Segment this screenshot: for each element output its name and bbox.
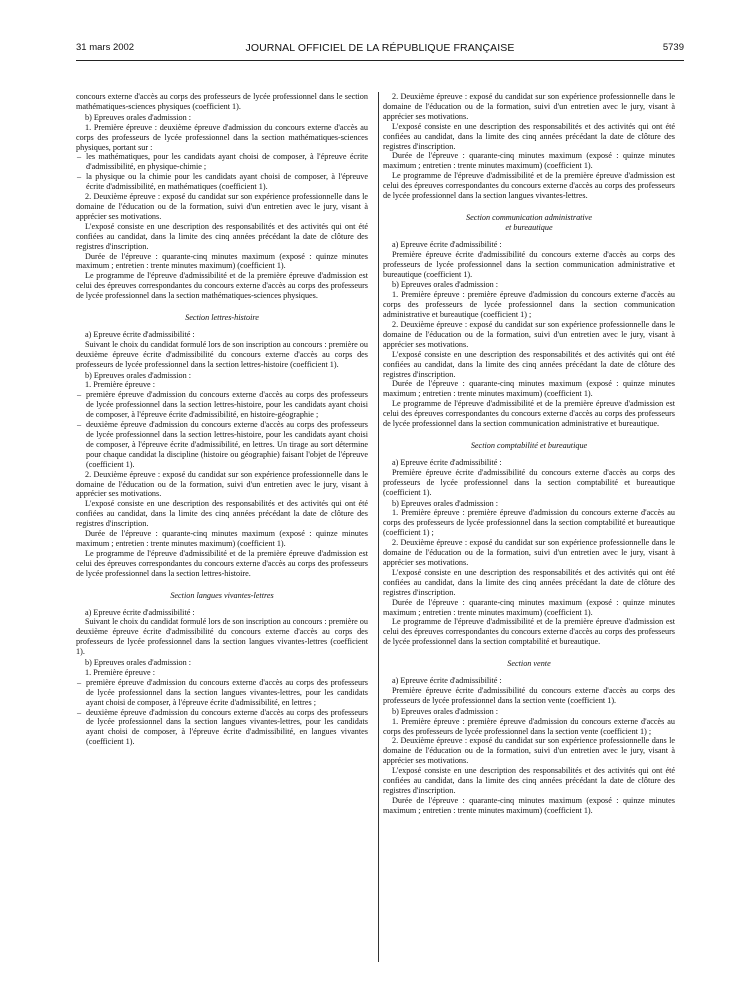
- paragraph: Première épreuve écrite d'admissibilité du concours externe d'accès au corps des professeurs de lycée professionnel dans la section vente (coefficient 1).: [383, 685, 675, 705]
- list-item: – première épreuve d'admission du concours externe d'accès au corps des professeurs de lycée professionnel dans la section lettres-histoire, pour les candidats ayant choisi de composer, à l'épreuve écrite d'admissibilité, en histoire-géographie ;: [76, 390, 368, 420]
- paragraph: 2. Deuxième épreuve : exposé du candidat sur son expérience professionnelle dans le domaine de l'éducation ou de la formation, suivi d'un entretien avec le jury, visant à apprécier ses motivations.: [76, 192, 368, 221]
- paragraph: Le programme de l'épreuve d'admissibilité et de la première épreuve d'admission est celui des épreuves correspondantes du concours externe d'accès au corps des professeurs de lycée professionnel dans la section lettres-histoire.: [76, 548, 368, 578]
- bullet-list: [76, 152, 368, 192]
- paragraph: 2. Deuxième épreuve : exposé du candidat sur son expérience professionnelle dans le domaine de l'éducation ou de la formation, suivi d'un entretien avec le jury, visant à apprécier ses motivations.: [383, 92, 675, 121]
- paragraph: L'exposé consiste en une description des responsabilités et des activités qui ont été confiées au candidat, dans la limite des cinq années précédant la date de clôture des registres d'inscription.: [383, 121, 675, 151]
- paragraph: Le programme de l'épreuve d'admissibilité et de la première épreuve d'admission est celui des épreuves correspondantes du concours externe d'accès au corps des professeurs de lycée professionnel dans la section langues vivantes-lettres.: [383, 171, 675, 201]
- section-title-line: et bureautique: [505, 222, 553, 232]
- paragraph: Le programme de l'épreuve d'admissibilité et de la première épreuve d'admission est celui des épreuves correspondantes du concours externe d'accès au corps des professeurs de lycée professionnel dans la section mathématiques-sciences physiques.: [76, 271, 368, 301]
- paragraph: Suivant le choix du candidat formulé lors de son inscription au concours : première ou deuxième épreuve écrite d'admissibilité du concours externe d'accès au corps des professeurs de lycée professionnel dans la section lettres-histoire (coefficient 1).: [76, 339, 368, 369]
- subheading: a) Epreuve écrite d'admissibilité :: [392, 239, 502, 249]
- paragraph: Durée de l'épreuve : quarante-cinq minutes maximum (exposé : quinze minutes maximum ; entretien : trente minutes maximum) (coefficient 1).: [383, 379, 675, 399]
- subheading: b) Epreuves orales d'admission :: [392, 706, 499, 716]
- header-rule: [76, 60, 684, 61]
- page-number: 5739: [662, 42, 684, 53]
- paragraph: L'exposé consiste en une description des responsabilités et des activités qui ont été confiées au candidat, dans la limite des cinq années précédant la date de clôture des registres d'inscription.: [383, 766, 675, 795]
- section-title: Section vente: [507, 659, 551, 669]
- subheading: b) Epreuves orales d'admission :: [392, 280, 499, 290]
- paragraph: Le programme de l'épreuve d'admissibilité et de la première épreuve d'admission est celui des épreuves correspondantes du concours externe d'accès au corps des professeurs de lycée professionnel dans la section communication administrative et bureautique.: [383, 399, 675, 429]
- paragraph: L'exposé consiste en une description des responsabilités et des activités qui ont été confiées au candidat, dans la limite des cinq années précédant la date de clôture des registres d'inscription.: [76, 499, 368, 529]
- column-divider: [378, 92, 379, 962]
- section-title: Section langues vivantes-lettres: [170, 590, 274, 600]
- paragraph: Suivant le choix du candidat formulé lors de son inscription au concours : première ou deuxième épreuve écrite d'admissibilité du concours externe d'accès au corps des professeurs de lycée professionnel dans la section langues vivantes-lettres (coefficient 1).: [76, 617, 368, 657]
- subheading: a) Epreuve écrite d'admissibilité :: [392, 457, 502, 467]
- page-header: [76, 42, 684, 56]
- list-item: – deuxième épreuve d'admission du concours externe d'accès au corps des professeurs de lycée professionnel dans la section lettres-histoire, pour les candidats ayant choisi de composer, à l'épreuve écrite d'admissibilité, en lettres. Un tirage au sort détermine pour chaque candidat la discipline (histoire ou géographie) faisant l'objet de l'épreuve (coefficient 1).: [76, 420, 368, 470]
- list-item: – la physique ou la chimie pour les candidats ayant choisi de composer, à l'épreuve écrite d'admissibilité, en mathématiques (coefficient 1).: [76, 172, 368, 192]
- paragraph: 1. Première épreuve : première épreuve d'admission du concours externe d'accès au corps des professeurs de lycée professionnel dans la section communication administrative et bureautique (coefficient 1) ;: [383, 290, 675, 320]
- subheading: a) Epreuve écrite d'admissibilité :: [392, 676, 502, 686]
- paragraph: L'exposé consiste en une description des responsabilités et des activités qui ont été confiées au candidat, dans la limite des cinq années précédant la date de clôture des registres d'inscription.: [383, 349, 675, 379]
- bullet-list: [76, 678, 368, 747]
- paragraph: L'exposé consiste en une description des responsabilités et des activités qui ont été confiées au candidat, dans la limite des cinq années précédant la date de clôture des registres d'inscription.: [383, 567, 675, 597]
- header-date: 31 mars 2002: [76, 42, 135, 53]
- paragraph: Première épreuve écrite d'admissibilité du concours externe d'accès au corps des professeurs de lycée professionnel dans la section communication administrative et bureautique (coefficient 1).: [383, 249, 675, 279]
- paragraph: Durée de l'épreuve : quarante-cinq minutes maximum (exposé : quinze minutes maximum ; entretien : trente minutes maximum) (coefficient 1).: [383, 795, 675, 815]
- paragraph: 2. Deuxième épreuve : exposé du candidat sur son expérience professionnelle dans le domaine de l'éducation ou de la formation, suivi d'un entretien avec le jury, visant à apprécier ses motivations.: [383, 320, 675, 349]
- section-title: [383, 213, 675, 223]
- list-item: – les mathématiques, pour les candidats ayant choisi de composer, à l'épreuve écrite d'admissibilité, en physique-chimie ;: [76, 152, 368, 172]
- subheading: b) Epreuves orales d'admission :: [85, 370, 192, 380]
- subheading: a) Epreuve écrite d'admissibilité :: [85, 329, 195, 339]
- paragraph: L'exposé consiste en une description des responsabilités et des activités qui ont été confiées au candidat, dans la limite des cinq années précédant la date de clôture des registres d'inscription.: [76, 221, 368, 251]
- paragraph: 1. Première épreuve :: [85, 667, 156, 677]
- subheading: a) Epreuve écrite d'admissibilité :: [85, 607, 195, 617]
- list-item: – deuxième épreuve d'admission du concours externe d'accès au corps des professeurs de lycée professionnel dans la section langues vivantes-lettres, pour les candidats ayant choisi de composer, à l'épreuve écrite d'admissibilité, en langues vivantes (coefficient 1).: [76, 708, 368, 748]
- left-column: [76, 92, 368, 747]
- paragraph: 1. Première épreuve : première épreuve d'admission du concours externe d'accès au corps des professeurs de lycée professionnel dans la section comptabilité et bureautique (coefficient 1) ;: [383, 508, 675, 538]
- paragraph: concours externe d'accès au corps des professeurs de lycée professionnel dans le section mathématiques-sciences physiques (coefficient 1).: [76, 92, 368, 111]
- section-title: [383, 223, 675, 233]
- paragraph: Première épreuve écrite d'admissibilité du concours externe d'accès au corps des professeurs de lycée professionnel dans la section comptabilité et bureautique (coefficient 1).: [383, 467, 675, 497]
- paragraph: 1. Première épreuve : deuxième épreuve d'admission du concours externe d'accès au corps des professeurs de lycée professionnel dans la section mathématiques-sciences physiques, portant sur :: [76, 122, 368, 152]
- section-title-line: Section communication administrative: [466, 212, 592, 222]
- list-item: – première épreuve d'admission du concours externe d'accès au corps des professeurs de lycée professionnel dans la section langues vivantes-lettres, pour les candidats ayant choisi de composer, à l'épreuve écrite d'admissibilité, en lettres ;: [76, 678, 368, 708]
- subheading: b) Epreuves orales d'admission :: [85, 658, 192, 668]
- paragraph: 2. Deuxième épreuve : exposé du candidat sur son expérience professionnelle dans le domaine de l'éducation ou de la formation, suivi d'un entretien avec le jury, visant à apprécier ses motivations.: [383, 538, 675, 567]
- paragraph: 1. Première épreuve :: [85, 380, 156, 390]
- paragraph: Durée de l'épreuve : quarante-cinq minutes maximum (exposé : quinze minutes maximum ; entretien : trente minutes maximum) (coefficient 1).: [383, 151, 675, 171]
- paragraph: 2. Deuxième épreuve : exposé du candidat sur son expérience professionnelle dans le domaine de l'éducation ou de la formation, suivi d'un entretien avec le jury, visant à apprécier ses motivations.: [383, 736, 675, 766]
- section-title: Section lettres-histoire: [185, 313, 259, 323]
- subheading: b) Epreuves orales d'admission :: [85, 112, 192, 122]
- paragraph: Durée de l'épreuve : quarante-cinq minutes maximum (exposé : quinze minutes maximum ; entretien : trente minutes maximum) (coefficient 1).: [76, 251, 368, 271]
- paragraph: 1. Première épreuve : première épreuve d'admission du concours externe d'accès au corps des professeurs de lycée professionnel dans la section vente (coefficient 1) ;: [383, 716, 675, 736]
- paragraph: 2. Deuxième épreuve : exposé du candidat sur son expérience professionnelle dans le domaine de l'éducation ou de la formation, suivi d'un entretien avec le jury, visant à apprécier ses motivations.: [76, 469, 368, 499]
- right-column: [383, 92, 675, 816]
- subheading: b) Epreuves orales d'admission :: [392, 498, 499, 508]
- paragraph: Durée de l'épreuve : quarante-cinq minutes maximum (exposé : quinze minutes maximum ; entretien : trente minutes maximum) (coefficient 1).: [76, 529, 368, 548]
- section-title: Section comptabilité et bureautique: [470, 441, 588, 450]
- bullet-list: [76, 390, 368, 469]
- journal-title: JOURNAL OFFICIEL DE LA RÉPUBLIQUE FRANÇAISE: [245, 42, 515, 54]
- paragraph: Le programme de l'épreuve d'admissibilité et de la première épreuve d'admission est celui des épreuves correspondantes du concours externe d'accès au corps des professeurs de lycée professionnel dans la section comptabilité et bureautique.: [383, 617, 675, 647]
- paragraph: Durée de l'épreuve : quarante-cinq minutes maximum (exposé : quinze minutes maximum ; entretien : trente minutes maximum) (coefficient 1).: [383, 597, 675, 617]
